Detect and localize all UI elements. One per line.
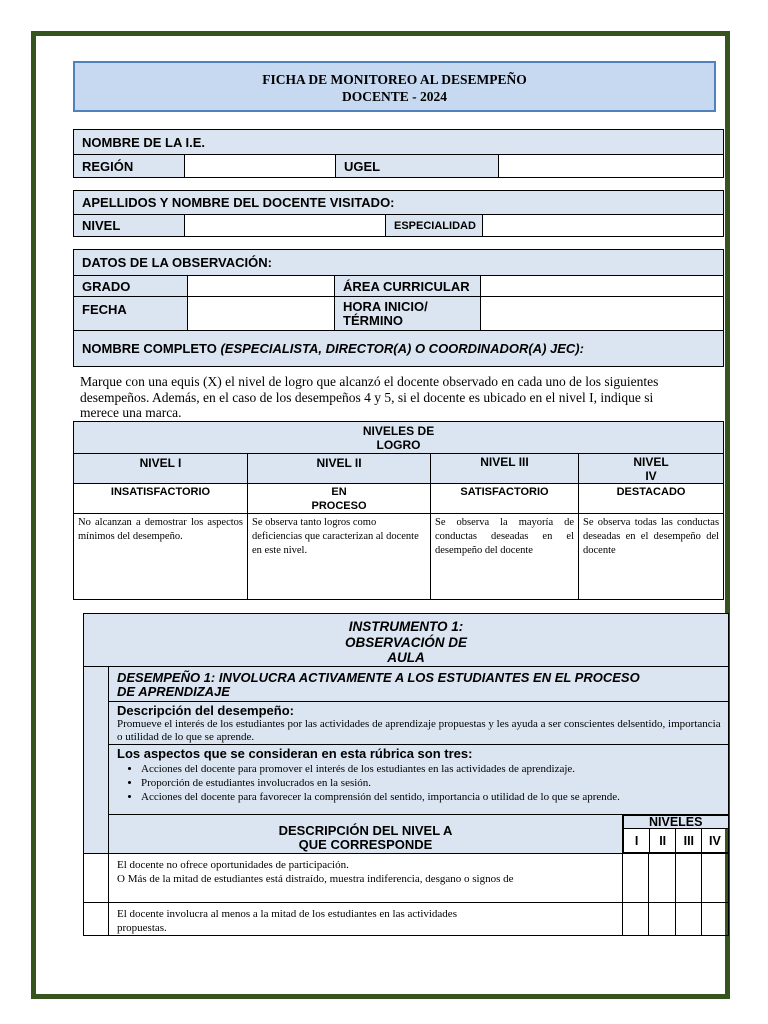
level-4-name-line2: IV	[645, 469, 657, 483]
region-field[interactable]	[185, 155, 336, 178]
level-row-2-line2: propuestas.	[117, 922, 167, 934]
aspecto-item: • Acciones del docente para favorecer la comprensión del sentido, importancia o utilidad de lo que se aprende.	[141, 790, 722, 804]
level-3-label-line1: SATISFACTORIO	[460, 486, 549, 498]
level-4-label	[579, 484, 724, 514]
nivel-col-i: I	[624, 829, 650, 853]
desempeno-title	[109, 667, 729, 702]
level-row-1-line2: O Más de la mitad de estudiantes está distraído, muestra indiferencia, desgano o signos de	[117, 873, 514, 885]
level-row-1-line1: El docente no ofrece oportunidades de participación.	[117, 859, 349, 871]
grado-label: GRADO	[74, 276, 188, 297]
col-descripcion-header	[109, 815, 623, 854]
instrument-title-line2: OBSERVACIÓN DE	[345, 634, 468, 650]
level-row-2-line1: El docente involucra al menos a la mitad de los estudiantes en las actividades	[117, 908, 457, 920]
form-title-line2: DOCENTE - 2024	[341, 89, 447, 104]
hora-label-line2: TÉRMINO	[343, 312, 403, 328]
levels-title-line2: LOGRO	[376, 438, 421, 452]
row-2-marker	[84, 903, 109, 936]
descripcion-text: Promueve el interés de los estudiantes por las actividades de aprendizaje propuestas y les ayuda a ser conscientes delsentido, importancia o utilidad de lo que se aprende.	[117, 718, 721, 743]
level-3-desc: Se observa la mayoría de conductas deseadas en el desempeño del docente	[431, 514, 579, 600]
hora-label	[335, 297, 481, 331]
observation-table	[73, 249, 724, 367]
form-title-line1: FICHA DE MONITOREO AL DESEMPEÑO	[262, 72, 527, 87]
ugel-field[interactable]	[499, 155, 724, 178]
row-1-check-ii[interactable]	[649, 854, 676, 903]
aspectos-list	[117, 762, 722, 804]
levels-title-line1: NIVELES DE	[362, 424, 435, 438]
row-2-check-iii[interactable]	[676, 903, 702, 936]
descripcion-section	[109, 702, 729, 745]
desempeno-title-line2: DE APRENDIZAJE	[117, 684, 230, 699]
ugel-label: UGEL	[336, 155, 499, 178]
level-2-label	[248, 484, 431, 514]
level-3-name	[431, 454, 579, 484]
form-title	[73, 61, 716, 112]
nombre-completo-label	[74, 331, 724, 367]
nivel-col-iii: III	[676, 829, 702, 853]
level-3-name-line1: NIVEL III	[480, 455, 529, 469]
col-descripcion-header-line2: QUE CORRESPONDE	[298, 837, 433, 852]
nombre-ie-label: NOMBRE DE LA I.E.	[74, 130, 724, 155]
hora-label-line1: HORA INICIO/	[343, 298, 428, 314]
col-descripcion-header-line1: DESCRIPCIÓN DEL NIVEL A	[278, 823, 453, 838]
aspecto-item: • Proporción de estudiantes involucrados en la sesión.	[141, 776, 722, 790]
aspectos-heading: Los aspectos que se consideran en esta rúbrica son tres:	[117, 746, 473, 761]
level-1-label	[74, 484, 248, 514]
row-2-check-ii[interactable]	[649, 903, 676, 936]
nivel-field[interactable]	[185, 215, 386, 237]
fecha-field[interactable]	[188, 297, 335, 331]
instrument-title-line3: AULA	[387, 650, 425, 665]
level-row-2-text	[109, 903, 623, 936]
institution-table	[73, 129, 724, 178]
nombre-completo-prefix: NOMBRE COMPLETO	[82, 341, 221, 356]
levels-title	[74, 422, 724, 454]
hora-field[interactable]	[481, 297, 724, 331]
instructions-text: Marque con una equis (X) el nivel de logro que alcanzó el docente observado en cada uno de los siguientes desempeños. Además, en el caso de los desempeños 4 y 5, si el docente es ubicado en el nivel I, indique si merece una marca.	[80, 374, 659, 420]
grado-field[interactable]	[188, 276, 335, 297]
especialidad-field[interactable]	[483, 215, 724, 237]
level-4-name	[579, 454, 724, 484]
level-2-desc: Se observa tanto logros como deficiencias que caracterizan al docente en este nivel.	[248, 514, 431, 600]
nivel-col-iv: IV	[702, 829, 728, 853]
level-1-name	[74, 454, 248, 484]
area-field[interactable]	[481, 276, 724, 297]
row-1-check-iv[interactable]	[702, 854, 729, 903]
instrument-side-band	[84, 667, 109, 854]
instrument-title	[84, 614, 729, 667]
niveles-header	[623, 815, 729, 853]
level-1-label-line1: INSATISFACTORIO	[110, 486, 211, 498]
level-3-label	[431, 484, 579, 514]
level-4-label-line1: DESTACADO	[616, 486, 686, 498]
row-1-check-i[interactable]	[623, 854, 649, 903]
level-2-name	[248, 454, 431, 484]
level-1-name-line1: NIVEL I	[139, 456, 182, 470]
level-4-desc: Se observa todas las conductas deseadas en el desempeño del docente	[579, 514, 724, 600]
level-row-1-text	[109, 854, 623, 903]
row-1-check-iii[interactable]	[676, 854, 702, 903]
region-label: REGIÓN	[74, 155, 185, 178]
row-2-check-i[interactable]	[623, 903, 649, 936]
instrument-title-line1: INSTRUMENTO 1:	[348, 619, 464, 634]
level-2-label-line1: EN	[331, 486, 347, 498]
levels-table	[73, 421, 724, 600]
nivel-col-ii: II	[650, 829, 676, 853]
nivel-label: NIVEL	[74, 215, 185, 237]
niveles-header-cell	[623, 815, 729, 854]
fecha-label: FECHA	[74, 297, 188, 331]
aspectos-section	[109, 745, 729, 815]
desempeno-title-line1: DESEMPEÑO 1: INVOLUCRA ACTIVAMENTE A LOS ESTUDIANTES EN EL PROCESO	[117, 670, 640, 685]
teacher-table	[73, 190, 724, 237]
area-label: ÁREA CURRICULAR	[335, 276, 481, 297]
niveles-label: NIVELES	[624, 816, 729, 829]
level-2-label-line2: PROCESO	[311, 500, 367, 512]
descripcion-heading: Descripción del desempeño:	[117, 703, 294, 718]
level-2-name-line1: NIVEL II	[316, 456, 362, 470]
level-4-name-line1: NIVEL	[633, 455, 669, 469]
instrument-table	[83, 613, 729, 936]
nombre-completo-roles: (ESPECIALISTA, DIRECTOR(A) O COORDINADOR(A) JEC):	[220, 341, 584, 356]
apellidos-label: APELLIDOS Y NOMBRE DEL DOCENTE VISITADO:	[74, 191, 724, 215]
observation-title: DATOS DE LA OBSERVACIÓN:	[74, 250, 724, 276]
especialidad-label: ESPECIALIDAD	[386, 215, 483, 237]
row-1-marker	[84, 854, 109, 903]
row-2-check-iv[interactable]	[702, 903, 729, 936]
aspecto-item: • Acciones del docente para promover el interés de los estudiantes en las actividades de aprendizaje.	[141, 762, 722, 776]
level-1-desc: No alcanzan a demostrar los aspectos mínimos del desempeño.	[74, 514, 248, 600]
